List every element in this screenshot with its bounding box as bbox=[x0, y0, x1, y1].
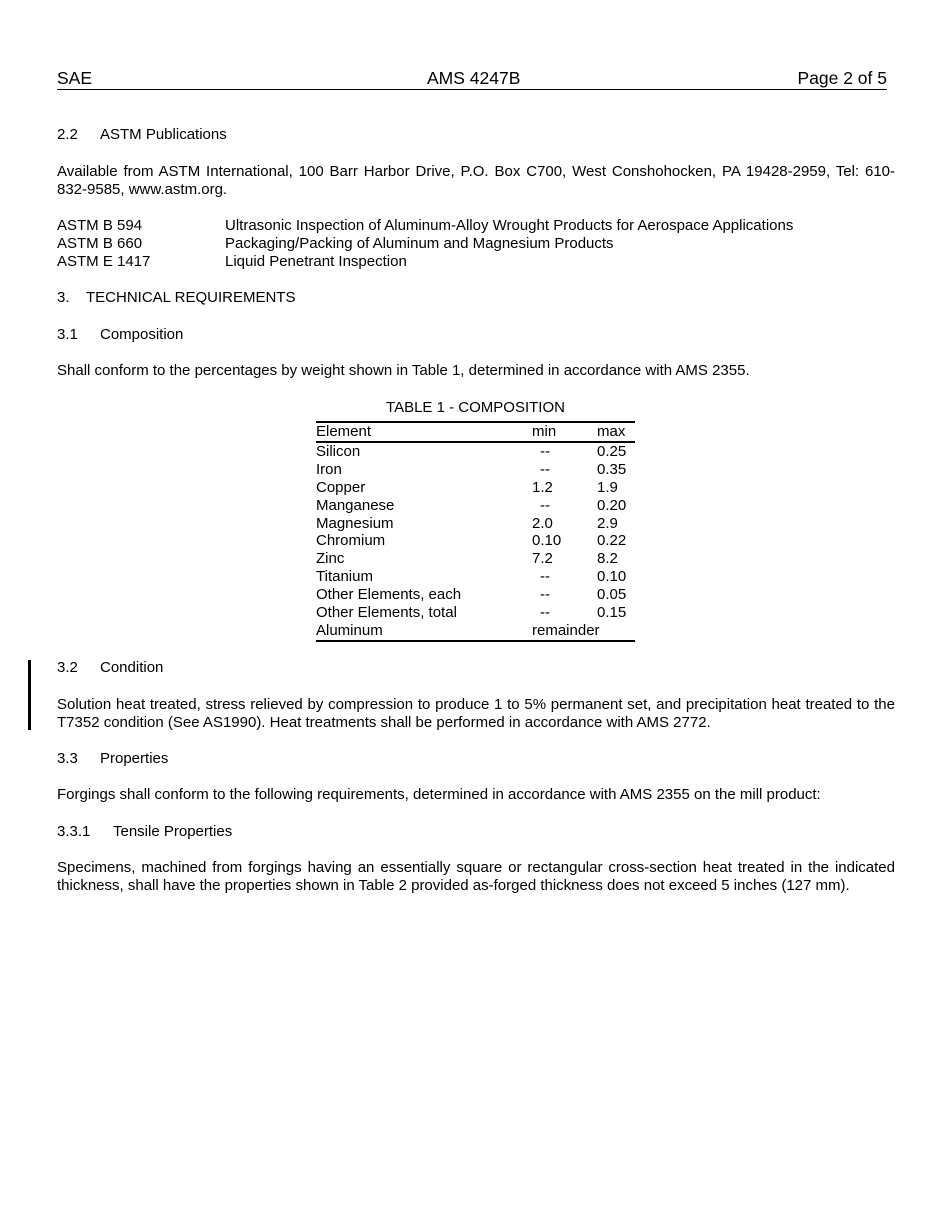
reference-item: ASTM B 594 Ultrasonic Inspection of Aluminum-Alloy Wrought Products for Aerospace Applications bbox=[57, 217, 794, 234]
section-3-3-1-paragraph: Specimens, machined from forgings having an essentially square or rectangular cross-section heat treated in the indicated thickness, shall have the properties shown in Table 2 provided as-forged thickness does not exceed 5 inches (127 mm). bbox=[57, 859, 895, 894]
section-3-3-1-heading: 3.3.1 Tensile Properties bbox=[57, 823, 233, 840]
table-row: Manganese -- 0.20 bbox=[316, 496, 627, 514]
table-row: Other Elements, each -- 0.05 bbox=[316, 586, 627, 604]
table-row: Other Elements, total -- 0.15 bbox=[316, 604, 627, 622]
header-org: SAE bbox=[57, 68, 93, 88]
header-page-number: Page 2 of 5 bbox=[797, 68, 887, 88]
section-3-1-paragraph: Shall conform to the percentages by weight shown in Table 1, determined in accordance with AMS 2355. bbox=[57, 362, 750, 379]
table-row: Iron -- 0.35 bbox=[316, 460, 627, 478]
revision-change-bar bbox=[28, 660, 31, 730]
reference-item: ASTM B 660 Packaging/Packing of Aluminum and Magnesium Products bbox=[57, 235, 614, 252]
section-3-2-heading: 3.2 Condition bbox=[57, 659, 164, 676]
section-3-2-paragraph: Solution heat treated, stress relieved by compression to produce 1 to 5% permanent set, and precipitation heat treated to the T7352 condition (See AS1990). Heat treatments shall be performed in accordance with AMS 2772. bbox=[57, 696, 895, 731]
table-row: Titanium -- 0.10 bbox=[316, 568, 627, 586]
section-3-heading: 3. TECHNICAL REQUIREMENTS bbox=[57, 289, 296, 306]
table-row: Magnesium 2.0 2.9 bbox=[316, 514, 618, 532]
table-row: Silicon -- 0.25 bbox=[316, 443, 627, 460]
page-header bbox=[57, 69, 887, 90]
table-row: Chromium 0.10 0.22 bbox=[316, 532, 627, 550]
composition-table bbox=[316, 421, 635, 642]
table-1-title: TABLE 1 - COMPOSITION bbox=[386, 399, 565, 416]
section-3-1-heading: 3.1 Composition bbox=[57, 326, 184, 343]
reference-list bbox=[57, 217, 895, 271]
section-3-3-paragraph: Forgings shall conform to the following requirements, determined in accordance with AMS 2355 on the mill product: bbox=[57, 786, 821, 803]
section-2-2-heading: 2.2 ASTM Publications bbox=[57, 126, 227, 143]
reference-item: ASTM E 1417 Liquid Penetrant Inspection bbox=[57, 253, 407, 270]
section-2-2-paragraph: Available from ASTM International, 100 Barr Harbor Drive, P.O. Box C700, West Conshohocken, PA 19428-2959, Tel: 610-832-9585, www.astm.org. bbox=[57, 163, 895, 198]
table-row: Aluminum remainder bbox=[316, 621, 600, 639]
header-doc-number: AMS 4247B bbox=[427, 68, 521, 88]
table-header-row: Element min max bbox=[316, 423, 635, 443]
section-3-3-heading: 3.3 Properties bbox=[57, 750, 169, 767]
table-row: Copper 1.2 1.9 bbox=[316, 478, 618, 496]
table-row: Zinc 7.2 8.2 bbox=[316, 550, 618, 568]
